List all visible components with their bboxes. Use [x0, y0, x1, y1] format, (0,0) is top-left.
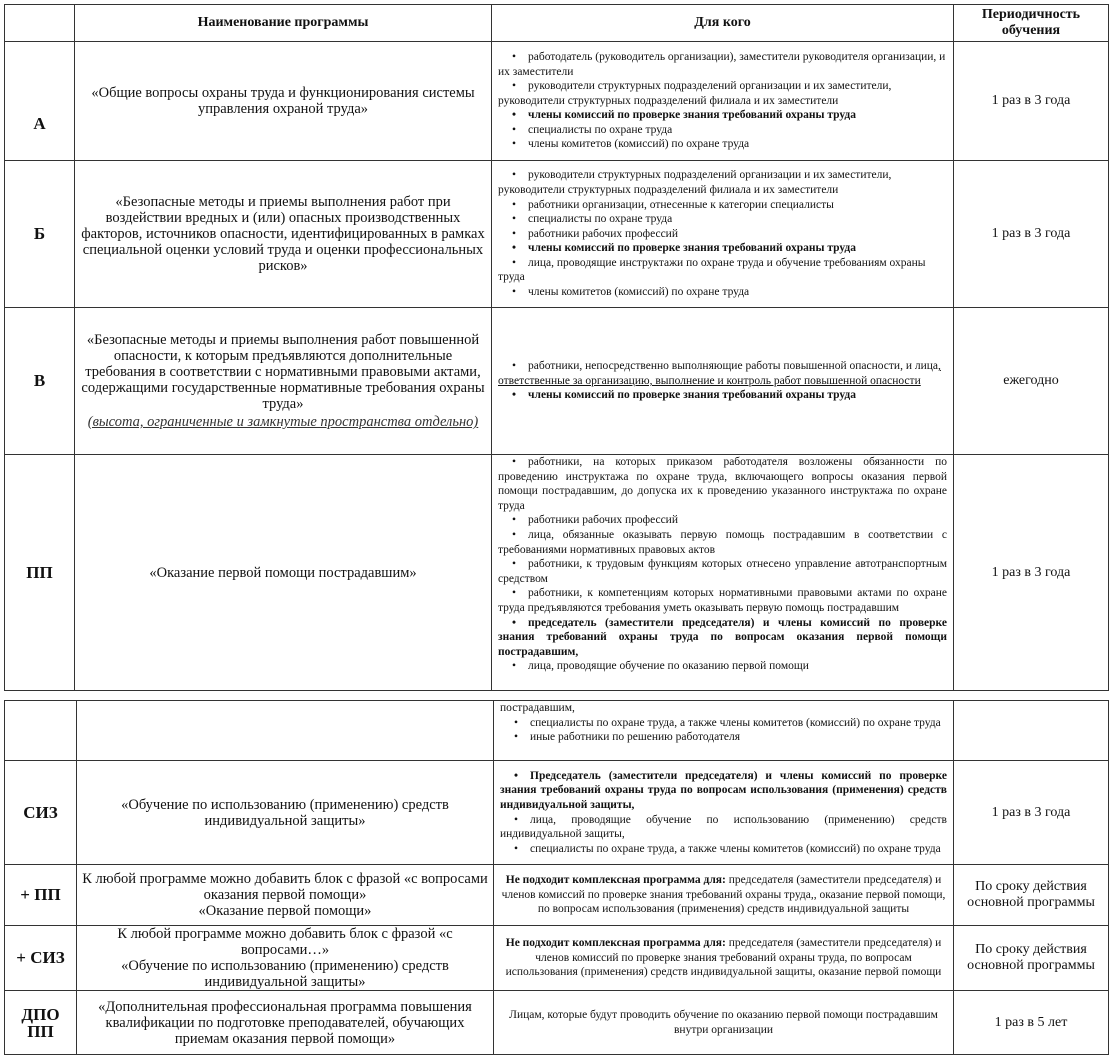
- audience-text: [500, 873, 947, 917]
- list-item: • работники, к трудовым функциям которых отнесено управление автотранспортным средством: [498, 557, 947, 586]
- program-name-cell: [75, 308, 492, 455]
- program-code: + СИЗ: [5, 926, 77, 991]
- program-name: «Дополнительная профессиональная программа повышения квалификации по подготовке преподавателей, обучающих приемам оказания первой помощи»: [77, 991, 494, 1055]
- audience-rest: председателя (заместители председателя) и членов комиссий по проверке знания требований охраны труда,, оказание первой помощи, по вопросам использования (применения) средств индивидуальной защиты: [501, 874, 946, 916]
- program-name-note: (высота, ограниченные и замкнутые пространства отдельно): [87, 414, 479, 430]
- list-item: • Председатель (заместители председателя) и члены комиссий по проверке знания требований охраны труда по вопросам использования (применения) средств индивидуальной защиты,: [500, 769, 947, 813]
- program-audience: [494, 865, 954, 926]
- program-code: + ПП: [5, 865, 77, 926]
- list-item: • лица, проводящие обучение по оказанию первой помощи: [498, 659, 947, 674]
- list-item: • иные работники по решению работодателя: [500, 730, 947, 745]
- list-item: • члены комиссий по проверке знания требований охраны труда: [498, 241, 947, 256]
- audience-lead: Не подходит комплексная программа для:: [505, 937, 726, 950]
- list-item: • специалисты по охране труда: [498, 212, 947, 227]
- program-periodicity: ежегодно: [954, 308, 1109, 455]
- program-periodicity: 1 раз в 3 года: [954, 761, 1109, 865]
- training-programs-table: [4, 4, 1109, 691]
- list-item: • члены комиссий по проверке знания требований охраны труда: [498, 108, 947, 123]
- program-name-secondary: «Обучение по использованию (применению) средств индивидуальной защиты»: [121, 958, 449, 990]
- program-audience: [492, 42, 954, 161]
- program-audience: [492, 161, 954, 308]
- program-periodicity: 1 раз в 3 года: [954, 42, 1109, 161]
- header-code: [5, 5, 75, 42]
- table-row: [5, 761, 1109, 865]
- program-name: «Безопасные методы и приемы выполнения работ при воздействии вредных и (или) опасных производственных факторов, источников опасности, идентифицированных в рамках специальной оценки условий труда и оценки профессиональных рисков»: [75, 161, 492, 308]
- list-item: • работники рабочих профессий: [498, 227, 947, 242]
- table-row: [5, 161, 1109, 308]
- program-periodicity: 1 раз в 5 лет: [954, 991, 1109, 1055]
- table-row: [5, 308, 1109, 455]
- program-code: Б: [5, 161, 75, 308]
- program-audience: [492, 455, 954, 691]
- list-item: • члены комитетов (комиссий) по охране труда: [498, 285, 947, 300]
- program-periodicity: По сроку действия основной программы: [954, 865, 1109, 926]
- list-item: • специалисты по охране труда: [498, 123, 947, 138]
- program-name-empty: [77, 701, 494, 761]
- table-row: [5, 991, 1109, 1055]
- program-name-secondary: «Оказание первой помощи»: [198, 903, 372, 919]
- audience-text: работники, непосредственно выполняющие работы повышенной опасности, и лица: [528, 360, 938, 373]
- audience-text: Лицам, которые будут проводить обучение по оказанию первой помощи пострадавшим внутри организации: [509, 1008, 938, 1036]
- program-name: К любой программе можно добавить блок с фразой «с вопросами…»: [117, 926, 453, 958]
- program-code: ДПО ПП: [5, 991, 77, 1055]
- audience-rest: председателя (заместители председателя) и членов комиссий по проверке знания требований охраны труда, по вопросам использования (применения) средств индивидуальной защиты, оказание первой помощи: [505, 937, 942, 979]
- list-item: • члены комитетов (комиссий) по охране труда: [498, 137, 947, 152]
- table-row: [5, 455, 1109, 691]
- list-item: • работники, на которых приказом работодателя возложены обязанности по проведению инструктажа по охране труда, включающего вопросы оказания первой помощи пострадавшим, до допуска их к проведению указанного инструктажа по охране труда: [498, 455, 947, 513]
- list-item: • члены комиссий по проверке знания требований охраны труда: [498, 388, 947, 403]
- list-item: • работодатель (руководитель организации), заместители руководителя организации, и их заместители: [498, 50, 947, 79]
- program-name: «Общие вопросы охраны труда и функционирования системы управления охраной труда»: [75, 42, 492, 161]
- program-code: В: [5, 308, 75, 455]
- list-item: • работники организации, отнесенные к категории специалисты: [498, 198, 947, 213]
- list-item: • лица, проводящие обучение по использованию (применению) средств индивидуальной защиты,: [500, 813, 947, 842]
- audience-lead: Не подходит комплексная программа для:: [505, 874, 726, 887]
- program-name-cell: [77, 865, 494, 926]
- program-name: «Оказание первой помощи пострадавшим»: [75, 455, 492, 691]
- program-code-empty: [5, 701, 77, 761]
- list-item: • руководители структурных подразделений организации и их заместители, руководители структурных подразделений филиала и их заместители: [498, 79, 947, 108]
- table-row: [5, 865, 1109, 926]
- audience-underlined-text: , ответственные за организацию, выполнение и контроль работ повышенной опасности: [498, 360, 941, 387]
- program-name-cell: [77, 926, 494, 991]
- list-item: • лица, проводящие инструктажи по охране труда и обучение требованиям охраны труда: [498, 256, 947, 285]
- training-programs-table-continued: [4, 700, 1109, 1055]
- header-row: [5, 5, 1109, 42]
- audience-text: [500, 936, 947, 980]
- program-name: «Обучение по использованию (применению) средств индивидуальной защиты»: [77, 761, 494, 865]
- list-item: • работники, к компетенциям которых нормативными правовыми актами по охране труда предъявляются требования уметь оказывать первую помощь пострадавшим: [498, 586, 947, 615]
- program-code: ПП: [5, 455, 75, 691]
- list-item: • специалисты по охране труда, а также члены комитетов (комиссий) по охране труда: [500, 842, 947, 857]
- program-audience: [494, 926, 954, 991]
- program-audience: [494, 701, 954, 761]
- list-item: • специалисты по охране труда, а также члены комитетов (комиссий) по охране труда: [500, 716, 947, 731]
- program-name: «Безопасные методы и приемы выполнения работ повышенной опасности, к которым предъявляются дополнительные требования в соответствии с нормативными правовыми актами, содержащими государственные нормативные требования охраны труда»: [81, 332, 485, 412]
- program-name: К любой программе можно добавить блок с фразой «с вопросами оказания первой помощи»: [82, 871, 488, 903]
- header-periodicity: Периодичность обучения: [954, 5, 1109, 42]
- program-audience: [494, 991, 954, 1055]
- list-item: [498, 359, 947, 388]
- program-audience: [492, 308, 954, 455]
- program-periodicity: По сроку действия основной программы: [954, 926, 1109, 991]
- program-periodicity: 1 раз в 3 года: [954, 161, 1109, 308]
- program-periodicity: 1 раз в 3 года: [954, 455, 1109, 691]
- header-program-name: Наименование программы: [75, 5, 492, 42]
- program-audience: [494, 761, 954, 865]
- audience-continuation: пострадавшим,: [500, 702, 575, 714]
- program-code: А: [5, 42, 75, 161]
- program-code: СИЗ: [5, 761, 77, 865]
- list-item: • председатель (заместители председателя) и члены комиссий по проверке знания требований охраны труда по вопросам оказания первой помощи пострадавшим,: [498, 616, 947, 660]
- list-item: • работники рабочих профессий: [498, 513, 947, 528]
- table-row: [5, 701, 1109, 761]
- list-item: • руководители структурных подразделений организации и их заместители, руководители структурных подразделений филиала и их заместители: [498, 168, 947, 197]
- program-periodicity-empty: [954, 701, 1109, 761]
- list-item: • лица, обязанные оказывать первую помощь пострадавшим в соответствии с требованиями нормативных правовых актов: [498, 528, 947, 557]
- header-for-whom: Для кого: [492, 5, 954, 42]
- table-row: [5, 42, 1109, 161]
- table-row: [5, 926, 1109, 991]
